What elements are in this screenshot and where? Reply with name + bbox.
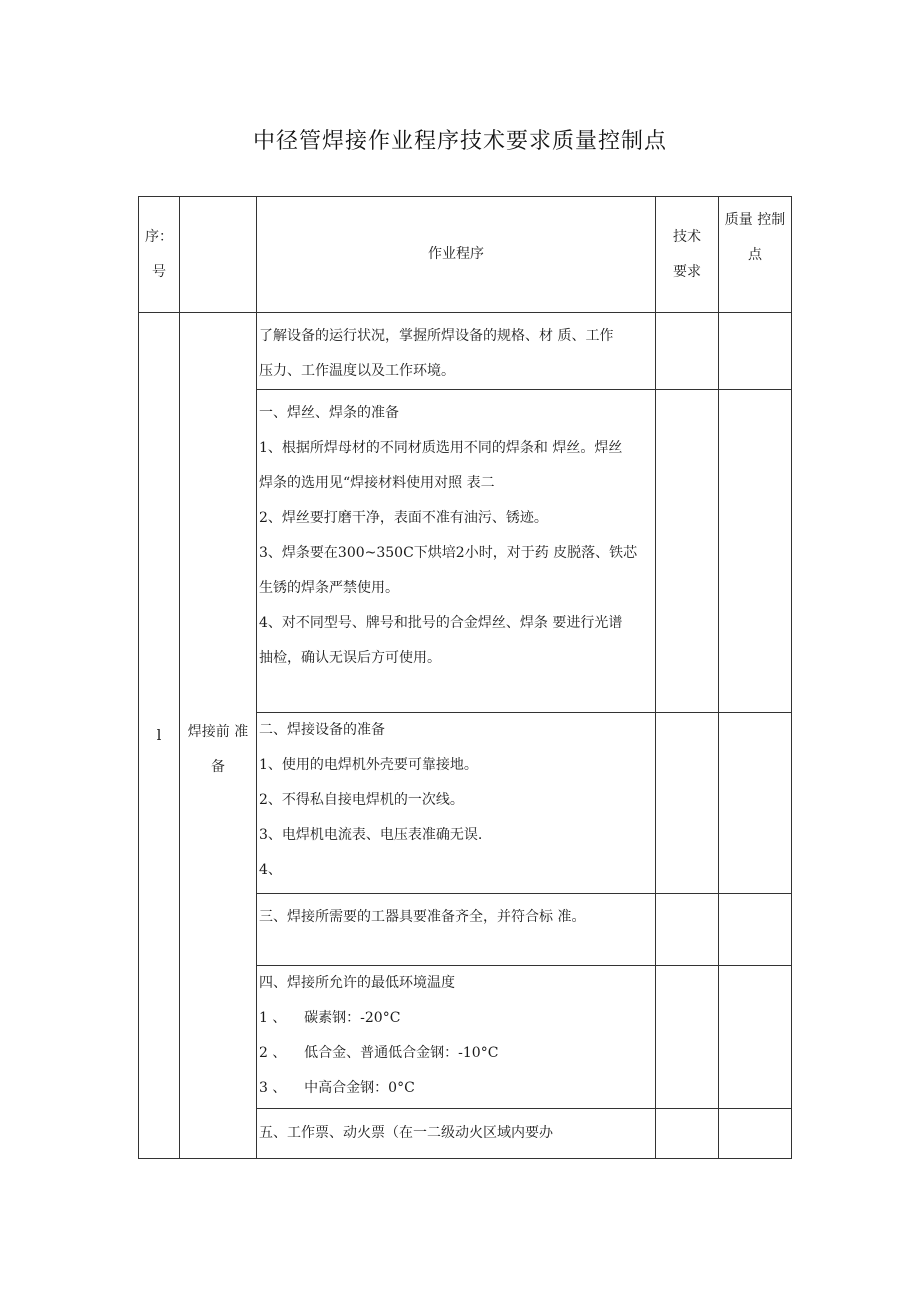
row-phase-line1: 焊接前 准 xyxy=(187,724,249,740)
procedure-line: 焊条的选用见“焊接材料使用对照 表二 xyxy=(259,475,495,491)
procedure-line: 4、对不同型号、牌号和批号的合金焊丝、焊条 要进行光谱 xyxy=(259,615,623,631)
procedure-line: 1、使用的电焊机外壳要可靠接地。 xyxy=(259,757,478,773)
header-phase xyxy=(180,197,257,313)
procedure-line: 一、焊丝、焊条的准备 xyxy=(259,405,399,421)
procedure-line: 生锈的焊条严禁使用。 xyxy=(259,580,399,596)
quality-control-cell xyxy=(719,966,792,1109)
header-seq-line1: 序： xyxy=(145,228,173,245)
header-quality-line1: 质量 控制 xyxy=(724,212,786,228)
quality-control-cell xyxy=(719,1109,792,1159)
procedure-line: 五、工作票、动火票（在一二级动火区域内要办 xyxy=(259,1125,553,1141)
procedure-line: 1、根据所焊母材的不同材质选用不同的焊条和 焊丝。焊丝 xyxy=(259,440,623,456)
procedure-line: 1 、 碳素钢：-20°C xyxy=(259,1010,401,1026)
procedure-section-3 xyxy=(257,713,656,894)
quality-control-cell xyxy=(719,313,792,390)
tech-requirement-cell xyxy=(656,390,719,713)
procedure-table xyxy=(138,196,792,1159)
procedure-line: 抽检，确认无误后方可使用。 xyxy=(259,650,441,666)
header-tech-line1: 技术 xyxy=(673,228,701,245)
procedure-line: 了解设备的运行状况，掌握所焊设备的规格、材 质、工作 xyxy=(259,328,614,344)
header-quality-line2: 点 xyxy=(748,247,762,263)
row-seq-number: l xyxy=(139,313,180,1159)
table-row xyxy=(139,313,792,390)
procedure-line: 三、焊接所需要的工器具要准备齐全，并符合标 准。 xyxy=(259,909,586,925)
procedure-line: 2、不得私自接电焊机的一次线。 xyxy=(259,792,464,808)
quality-control-cell xyxy=(719,894,792,966)
procedure-line: 3 、 中高合金钢：0°C xyxy=(259,1080,415,1096)
procedure-section-1 xyxy=(257,313,656,390)
procedure-line: 压力、工作温度以及工作环境。 xyxy=(259,363,455,379)
procedure-line: 2 、 低合金、普通低合金钢：-10°C xyxy=(259,1045,499,1061)
header-procedure: 作业程序 xyxy=(257,197,656,313)
procedure-section-4 xyxy=(257,894,656,966)
procedure-section-6 xyxy=(257,1109,656,1159)
procedure-line: 2、焊丝要打磨干净，表面不准有油污、锈迹。 xyxy=(259,510,548,526)
row-phase-line2: 备 xyxy=(211,759,225,775)
procedure-line: 二、焊接设备的准备 xyxy=(259,722,385,738)
header-tech-requirement xyxy=(656,197,719,313)
procedure-section-5 xyxy=(257,966,656,1109)
procedure-line: 3、焊条要在300~350C下烘培2小时，对于药 皮脱落、铁芯 xyxy=(259,545,638,561)
header-tech-line2: 要求 xyxy=(673,263,701,280)
procedure-line: 3、电焊机电流表、电压表准确无误. xyxy=(259,827,483,843)
procedure-line: 四、焊接所允许的最低环境温度 xyxy=(259,975,455,991)
quality-control-cell xyxy=(719,390,792,713)
tech-requirement-cell xyxy=(656,313,719,390)
header-quality-control xyxy=(719,197,792,313)
header-seq xyxy=(139,197,180,313)
row-phase xyxy=(180,313,257,1159)
table-header-row xyxy=(139,197,792,313)
quality-control-cell xyxy=(719,713,792,894)
procedure-section-2 xyxy=(257,390,656,713)
tech-requirement-cell xyxy=(656,1109,719,1159)
tech-requirement-cell xyxy=(656,713,719,894)
procedure-line: 4、 xyxy=(259,862,282,878)
page-title: 中径管焊接作业程序技术要求质量控制点 xyxy=(252,129,667,154)
tech-requirement-cell xyxy=(656,894,719,966)
tech-requirement-cell xyxy=(656,966,719,1109)
header-seq-line2: 号 xyxy=(152,263,166,280)
